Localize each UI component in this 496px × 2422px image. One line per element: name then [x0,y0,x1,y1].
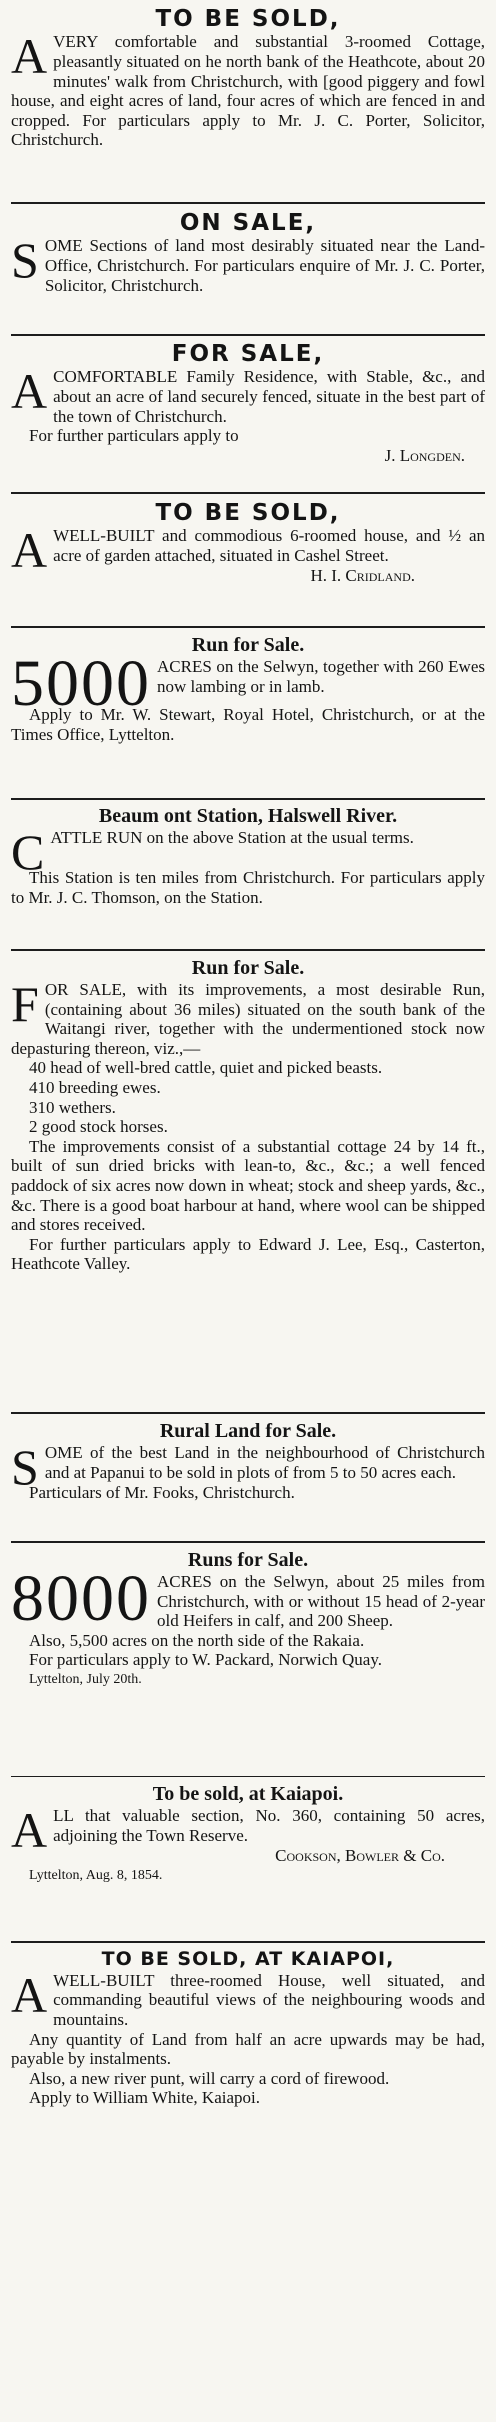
ad-land-sections [11,210,485,295]
ad-text: OME of the best Land in the neighbourhood of Christchurch and at Papanui to be sold in plots of from 5 to 50 acres each. [44,1443,485,1482]
ad-text: VERY comfortable and substantial 3-roomed Cottage, pleasantly situated on he north bank of the Heathcote, about 20 minutes' walk from Christchurch, with [good piggery and fowl house, and eight acres of land, four acres of which are fenced in and cropped. For particulars apply to Mr. J. C. Porter, Solicitor, Christchurch. [11,32,485,150]
ad-text: This Station is ten miles from Christchurch. For particulars apply to Mr. J. C. Thomson, on the Station. [11,868,485,907]
ad-cashel-street-house [11,500,485,585]
ad-rural-land [11,1420,485,1503]
ad-heading: TO BE SOLD, AT KAIAPOI, [101,1948,395,1970]
ad-text: For further particulars apply to Edward J. Lee, Esq., Casterton, Heathcote Valley. [11,1234,485,1274]
ad-signature: Cookson, Bowler & Co. [275,1846,445,1865]
ad-family-residence [11,341,485,465]
ad-text: For further particulars apply to [29,426,239,446]
ad-body [11,1562,485,1635]
ad-runs-selwyn-8000 [11,1549,485,1689]
ad-heading: To be sold, at Kaiapoi. [152,1783,344,1805]
ad-heading: TO BE SOLD, [155,500,341,526]
ad-text: ACRES on the Selwyn, together with 260 Ewes now lambing or in lamb. [157,657,485,696]
ad-body [11,1966,485,2030]
ad-body [11,976,485,1058]
ad-body [11,28,485,150]
drop-capital: F [11,976,39,1032]
ad-body [11,363,485,426]
advertisement-column [11,6,485,2406]
drop-capital: A [11,28,48,85]
drop-number: 8000 [11,1562,151,1635]
ad-body [11,824,485,880]
ad-text: LL that valuable section, No. 360, containing 50 acres, adjoining the Town Reserve. [53,1806,485,1845]
ad-text: COMFORTABLE Family Residence, with Stable, &c., and about an acre of land securely fenced, situate in the best part of the town of Christchurch. [53,367,485,426]
column-rule [11,798,485,800]
ad-text: WELL-BUILT and commodious 6-roomed house, and ½ an acre of garden attached, situated in Cashel Street. [53,526,485,566]
ad-beaumont-station [11,805,485,907]
column-rule [11,949,485,951]
drop-capital: A [11,1802,48,1858]
ad-text: Particulars of Mr. Fooks, Christchurch. [29,1483,295,1502]
ad-kaiapoi-section [11,1783,485,1885]
ad-heading: Beaum ont Station, Halswell River. [98,805,398,827]
column-rule [11,1412,485,1414]
ad-text: ACRES on the Selwyn, about 25 miles from Christchurch, with or without 15 head of 2-year old Heifers in calf, and 200 Sheep. [157,1572,485,1631]
ad-text: WELL-BUILT three-roomed House, well situated, and commanding beautiful views of the neighbouring woods and mountains. [53,1970,485,2030]
ad-body [11,232,485,295]
ad-heading: TO BE SOLD, [155,6,341,32]
stock-item: 2 good stock horses. [29,1117,168,1137]
column-rule [11,1941,485,1943]
column-rule [11,334,485,336]
drop-capital: A [11,1966,48,2023]
column-rule [11,626,485,628]
ad-heading: Run for Sale. [191,957,305,979]
ad-run-selwyn-5000 [11,634,485,744]
ad-signature: J. Longden. [384,445,465,465]
ad-heading: ON SALE, [179,210,317,236]
ad-text: The improvements consist of a substantial cottage 24 by 14 ft., built of sun dried bricks with lean-to, &c., &c.; a well fenced paddock of six acres now down in wheat; stock and sheep yards, &c., &c. There is a good boat harbour at hand, where wool can be shipped and stores received. [11,1136,485,1235]
stock-item: 410 breeding ewes. [29,1077,161,1097]
ad-signature: H. I. Cridland. [310,565,415,585]
ad-heading: Run for Sale. [191,634,305,656]
ad-text: Apply to Mr. W. Stewart, Royal Hotel, Christchurch, or at the Times Office, Lyttelton. [11,705,485,744]
column-rule [11,492,485,494]
ad-cottage-heathcote [11,6,485,150]
ad-heading: Runs for Sale. [187,1549,309,1571]
ad-text: Also, a new river punt, will carry a cord of firewood. [29,2068,390,2088]
ad-text: ATTLE RUN on the above Station at the usual terms. [50,828,414,847]
column-rule [11,202,485,204]
ad-text: Also, 5,500 acres on the north side of the Rakaia. [29,1630,365,1650]
ad-kaiapoi-house [11,1949,485,2108]
ad-heading: Rural Land for Sale. [159,1420,337,1442]
drop-capital: S [11,1439,39,1495]
ad-run-waitangi [11,957,485,1274]
ad-dateline: Lyttelton, Aug. 8, 1854. [29,1867,163,1883]
column-rule [11,1541,485,1543]
drop-number: 5000 [11,647,151,720]
stock-item: 310 wethers. [29,1097,116,1117]
ad-text: For particulars apply to W. Packard, Norwich Quay. [29,1650,382,1670]
ad-dateline: Lyttelton, July 20th. [29,1671,142,1687]
ad-text: OR SALE, with its improvements, a most desirable Run, (containing about 36 miles) situated on the south bank of the Waitangi river, together with the undermentioned stock now depasturing thereon, viz.,— [11,980,485,1058]
drop-capital: A [11,522,48,579]
column-rule [11,1776,485,1777]
drop-capital: S [11,232,39,289]
ad-text: Apply to William White, Kaiapoi. [29,2088,260,2108]
stock-item: 40 head of well-bred cattle, quiet and picked beasts. [29,1058,383,1078]
ad-body [11,647,485,720]
drop-capital: C [11,824,45,880]
ad-heading: FOR SALE, [171,341,325,367]
ad-text: Any quantity of Land from half an acre upwards may be had, payable by instalments. [11,2029,485,2069]
drop-capital: A [11,363,48,420]
ad-text: OME Sections of land most desirably situated near the Land-Office, Christchurch. For particulars enquire of Mr. J. C. Porter, Solicitor, Christchurch. [44,236,485,295]
